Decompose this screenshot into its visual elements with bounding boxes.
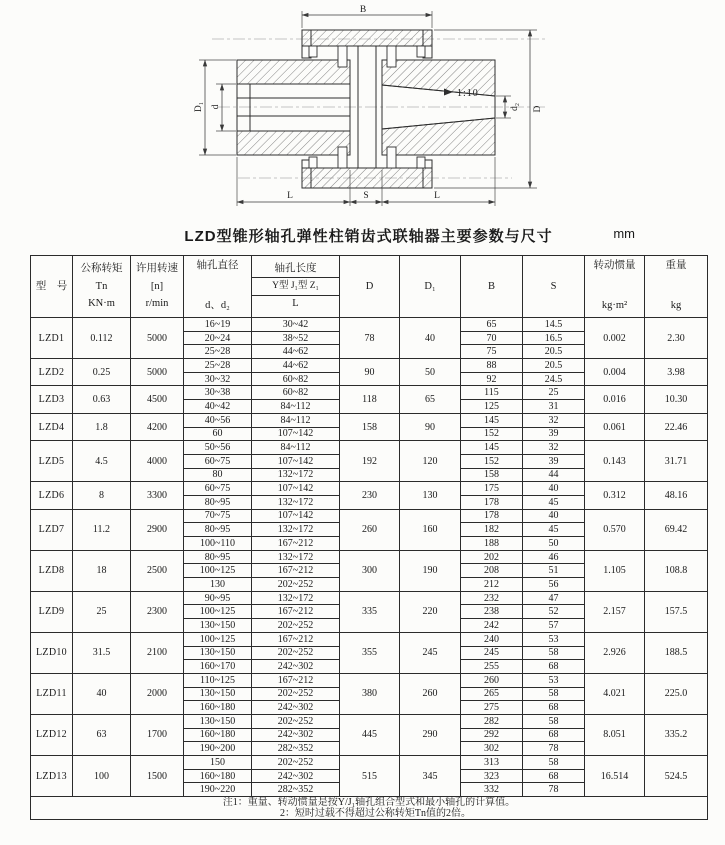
- cell-torque: 18: [73, 550, 131, 591]
- cell-D: 230: [340, 482, 400, 509]
- cell-inertia: 8.051: [585, 714, 645, 755]
- table-row: [31, 673, 708, 687]
- dim-label-D: D: [533, 105, 543, 113]
- dim-label-S: S: [363, 191, 369, 201]
- cell-bore-length: 132~172: [252, 468, 340, 482]
- cell-inertia: 4.021: [585, 673, 645, 714]
- cell-B: 313: [461, 756, 523, 770]
- cell-bore-diameter: 130: [184, 578, 252, 592]
- cell-bore-diameter: 70~75: [184, 509, 252, 523]
- torque-header-line: KN·m: [88, 298, 115, 310]
- cell-bore-diameter: 60~75: [184, 454, 252, 468]
- col-header-bore-len: [252, 256, 340, 318]
- cell-D1: 40: [400, 318, 461, 359]
- cell-B: 260: [461, 673, 523, 687]
- col-header-D: D: [340, 256, 400, 318]
- cell-D1: 90: [400, 413, 461, 440]
- cell-D1: 290: [400, 714, 461, 755]
- cell-speed: 5000: [131, 359, 184, 386]
- dim-label-D1: D₁: [194, 101, 204, 113]
- cell-B: 158: [461, 468, 523, 482]
- cell-B: 240: [461, 632, 523, 646]
- cell-D: 78: [340, 318, 400, 359]
- cell-inertia: 0.061: [585, 413, 645, 440]
- cell-model: LZD5: [31, 441, 73, 482]
- cell-bore-length: 132~172: [252, 523, 340, 537]
- cell-B: 178: [461, 509, 523, 523]
- note-1: 注1：重量、转动惯量是按Y/J₁轴孔组合型式和最小轴孔的计算值。: [222, 797, 516, 809]
- cell-bore-length: 60~82: [252, 386, 340, 400]
- cell-bore-diameter: 160~180: [184, 769, 252, 783]
- cell-D: 355: [340, 632, 400, 673]
- cell-D: 335: [340, 591, 400, 632]
- cell-inertia: 16.514: [585, 756, 645, 797]
- cell-inertia: 0.143: [585, 441, 645, 482]
- cell-B: 208: [461, 564, 523, 578]
- cell-bore-length: 282~352: [252, 783, 340, 797]
- cell-B: 88: [461, 359, 523, 373]
- cell-S: 47: [523, 591, 585, 605]
- cell-S: 68: [523, 769, 585, 783]
- cell-bore-length: 84~112: [252, 413, 340, 427]
- cell-bore-diameter: 30~32: [184, 372, 252, 386]
- cell-bore-length: 84~112: [252, 441, 340, 455]
- bore-len-header-line: 轴孔长度: [274, 263, 317, 275]
- cell-bore-length: 107~142: [252, 427, 340, 441]
- cell-model: LZD8: [31, 550, 73, 591]
- cell-torque: 40: [73, 673, 131, 714]
- cell-model: LZD3: [31, 386, 73, 413]
- cell-S: 56: [523, 578, 585, 592]
- cell-torque: 11.2: [73, 509, 131, 550]
- cell-bore-diameter: 60: [184, 427, 252, 441]
- cell-bore-diameter: 40~56: [184, 413, 252, 427]
- cell-D1: 260: [400, 673, 461, 714]
- cell-bore-diameter: 80: [184, 468, 252, 482]
- cell-weight: 10.30: [645, 386, 708, 413]
- cell-model: LZD11: [31, 673, 73, 714]
- cell-model: LZD1: [31, 318, 73, 359]
- inertia-header-line: 转动惯量: [593, 260, 636, 271]
- cell-S: 44: [523, 468, 585, 482]
- cell-bore-length: 167~212: [252, 673, 340, 687]
- cell-bore-length: 107~142: [252, 509, 340, 523]
- cell-speed: 2000: [131, 673, 184, 714]
- cell-bore-length: 132~172: [252, 495, 340, 509]
- cell-weight: 225.0: [645, 673, 708, 714]
- cell-S: 25: [523, 386, 585, 400]
- cell-B: 145: [461, 441, 523, 455]
- cell-inertia: 0.570: [585, 509, 645, 550]
- hatched-sections: [237, 30, 495, 188]
- notes-row: [31, 797, 708, 820]
- parameters-table: [30, 255, 708, 820]
- cell-model: LZD2: [31, 359, 73, 386]
- col-header-B: B: [461, 256, 523, 318]
- cell-B: 65: [461, 318, 523, 332]
- cell-torque: 25: [73, 591, 131, 632]
- page-title: LZD型锥形轴孔弹性柱销齿式联轴器主要参数与尺寸: [184, 227, 553, 245]
- cell-B: 145: [461, 413, 523, 427]
- cell-S: 58: [523, 687, 585, 701]
- cell-weight: 48.16: [645, 482, 708, 509]
- dim-label-L-right: L: [434, 191, 440, 201]
- table-row: [31, 441, 708, 455]
- col-header-speed: [131, 256, 184, 318]
- col-header-weight: [645, 256, 708, 318]
- cell-S: 46: [523, 550, 585, 564]
- cell-bore-length: 44~62: [252, 359, 340, 373]
- cell-bore-length: 202~252: [252, 714, 340, 728]
- weight-header-line: kg: [670, 300, 682, 312]
- cell-bore-length: 242~302: [252, 769, 340, 783]
- cell-D: 300: [340, 550, 400, 591]
- cell-bore-diameter: 160~180: [184, 701, 252, 715]
- cell-S: 20.5: [523, 359, 585, 373]
- cell-weight: 2.30: [645, 318, 708, 359]
- cell-bore-diameter: 100~125: [184, 632, 252, 646]
- cell-bore-diameter: 130~150: [184, 646, 252, 660]
- cell-weight: 22.46: [645, 413, 708, 440]
- cell-bore-diameter: 50~56: [184, 441, 252, 455]
- table-row: [31, 714, 708, 728]
- cell-S: 40: [523, 482, 585, 496]
- cell-S: 68: [523, 701, 585, 715]
- cell-speed: 4500: [131, 386, 184, 413]
- cell-B: 238: [461, 605, 523, 619]
- cell-B: 178: [461, 495, 523, 509]
- table-row: [31, 413, 708, 427]
- cell-S: 58: [523, 714, 585, 728]
- cell-S: 51: [523, 564, 585, 578]
- col-header-S: S: [523, 256, 585, 318]
- cell-bore-diameter: 130~150: [184, 687, 252, 701]
- cell-weight: 69.42: [645, 509, 708, 550]
- cell-D: 380: [340, 673, 400, 714]
- cell-S: 32: [523, 413, 585, 427]
- table-footer: [31, 797, 708, 820]
- cell-D1: 65: [400, 386, 461, 413]
- cell-S: 45: [523, 495, 585, 509]
- cell-S: 78: [523, 783, 585, 797]
- cell-B: 302: [461, 742, 523, 756]
- cell-weight: 157.5: [645, 591, 708, 632]
- cell-speed: 1500: [131, 756, 184, 797]
- cell-D: 118: [340, 386, 400, 413]
- dim-label-B: B: [359, 5, 367, 15]
- table-row: [31, 318, 708, 332]
- bore-len-header-line: Y型 J₁型 Z₁: [252, 277, 339, 296]
- cell-bore-length: 242~302: [252, 660, 340, 674]
- cell-speed: 4000: [131, 441, 184, 482]
- cell-S: 68: [523, 728, 585, 742]
- cell-bore-diameter: 150: [184, 756, 252, 770]
- unit-label: mm: [613, 226, 635, 241]
- cell-D1: 160: [400, 509, 461, 550]
- table-header: [31, 256, 708, 318]
- cell-B: 92: [461, 372, 523, 386]
- cell-torque: 4.5: [73, 441, 131, 482]
- cell-bore-diameter: 80~95: [184, 523, 252, 537]
- cell-speed: 3300: [131, 482, 184, 509]
- cell-bore-length: 242~302: [252, 701, 340, 715]
- cell-S: 16.5: [523, 331, 585, 345]
- cell-torque: 1.8: [73, 413, 131, 440]
- drawing-area: [0, 0, 725, 215]
- cell-S: 45: [523, 523, 585, 537]
- cell-bore-length: 167~212: [252, 605, 340, 619]
- table-row: [31, 591, 708, 605]
- bore-len-header-line: L: [292, 298, 299, 310]
- cell-bore-diameter: 100~125: [184, 564, 252, 578]
- cell-weight: 31.71: [645, 441, 708, 482]
- cell-inertia: 0.016: [585, 386, 645, 413]
- cell-inertia: 0.312: [585, 482, 645, 509]
- title-row: [30, 215, 707, 255]
- cell-torque: 8: [73, 482, 131, 509]
- cell-S: 39: [523, 454, 585, 468]
- table-row: [31, 509, 708, 523]
- cell-bore-diameter: 20~24: [184, 331, 252, 345]
- cell-S: 14.5: [523, 318, 585, 332]
- cell-bore-length: 30~42: [252, 318, 340, 332]
- cell-B: 323: [461, 769, 523, 783]
- cell-model: LZD10: [31, 632, 73, 673]
- cell-bore-length: 202~252: [252, 756, 340, 770]
- cell-B: 188: [461, 537, 523, 551]
- cell-inertia: 2.926: [585, 632, 645, 673]
- cell-model: LZD9: [31, 591, 73, 632]
- cell-B: 125: [461, 400, 523, 414]
- cell-bore-diameter: 16~19: [184, 318, 252, 332]
- cell-bore-length: 167~212: [252, 632, 340, 646]
- coupling-section-drawing: [0, 0, 725, 215]
- cell-B: 152: [461, 454, 523, 468]
- cell-model: LZD6: [31, 482, 73, 509]
- speed-header-line: r/min: [145, 298, 169, 310]
- cell-weight: 188.5: [645, 632, 708, 673]
- cell-D1: 130: [400, 482, 461, 509]
- cell-bore-diameter: 80~95: [184, 495, 252, 509]
- cell-B: 275: [461, 701, 523, 715]
- cell-bore-length: 107~142: [252, 482, 340, 496]
- table-row: [31, 359, 708, 373]
- cell-bore-length: 132~172: [252, 591, 340, 605]
- cell-inertia: 2.157: [585, 591, 645, 632]
- cell-bore-length: 44~62: [252, 345, 340, 359]
- cell-B: 70: [461, 331, 523, 345]
- cell-S: 50: [523, 537, 585, 551]
- cell-D1: 345: [400, 756, 461, 797]
- col-header-model: 型 号: [31, 256, 73, 318]
- header-row: [31, 256, 708, 318]
- table-row: [31, 550, 708, 564]
- cell-bore-diameter: 30~38: [184, 386, 252, 400]
- cell-bore-diameter: 25~28: [184, 345, 252, 359]
- taper-label: 1:10: [457, 88, 479, 99]
- cell-bore-diameter: 190~200: [184, 742, 252, 756]
- cell-S: 20.5: [523, 345, 585, 359]
- cell-bore-diameter: 110~125: [184, 673, 252, 687]
- cell-bore-diameter: 100~110: [184, 537, 252, 551]
- cell-S: 78: [523, 742, 585, 756]
- cell-speed: 2300: [131, 591, 184, 632]
- cell-bore-diameter: 190~220: [184, 783, 252, 797]
- cell-D: 192: [340, 441, 400, 482]
- cell-S: 40: [523, 509, 585, 523]
- cell-D1: 190: [400, 550, 461, 591]
- cell-bore-diameter: 130~150: [184, 714, 252, 728]
- cell-bore-length: 202~252: [252, 619, 340, 633]
- cell-D: 445: [340, 714, 400, 755]
- cell-bore-length: 167~212: [252, 564, 340, 578]
- cell-S: 32: [523, 441, 585, 455]
- col-header-D1: D₁: [400, 256, 461, 318]
- cell-speed: 2900: [131, 509, 184, 550]
- cell-bore-diameter: 160~170: [184, 660, 252, 674]
- cell-B: 232: [461, 591, 523, 605]
- table-row: [31, 756, 708, 770]
- cell-B: 265: [461, 687, 523, 701]
- table-row: [31, 386, 708, 400]
- cell-D: 158: [340, 413, 400, 440]
- cell-weight: 108.8: [645, 550, 708, 591]
- col-header-torque: [73, 256, 131, 318]
- cell-bore-diameter: 160~180: [184, 728, 252, 742]
- cell-bore-diameter: 100~125: [184, 605, 252, 619]
- cell-inertia: 0.002: [585, 318, 645, 359]
- cell-bore-length: 132~172: [252, 550, 340, 564]
- table-row: [31, 632, 708, 646]
- cell-bore-length: 282~352: [252, 742, 340, 756]
- speed-header-line: 许用转速: [136, 263, 178, 275]
- cell-torque: 31.5: [73, 632, 131, 673]
- cell-bore-diameter: 40~42: [184, 400, 252, 414]
- cell-bore-diameter: 90~95: [184, 591, 252, 605]
- cell-D: 90: [340, 359, 400, 386]
- cell-B: 212: [461, 578, 523, 592]
- cell-B: 75: [461, 345, 523, 359]
- bore-dia-header-line: 轴孔直径: [196, 260, 239, 271]
- cell-S: 52: [523, 605, 585, 619]
- weight-header-line: 重量: [665, 260, 687, 271]
- torque-header-line: 公称转矩: [80, 263, 123, 275]
- cell-bore-length: 107~142: [252, 454, 340, 468]
- cell-B: 245: [461, 646, 523, 660]
- table-row: [31, 482, 708, 496]
- cell-inertia: 0.004: [585, 359, 645, 386]
- cell-D1: 120: [400, 441, 461, 482]
- part-outlines: [237, 30, 495, 188]
- cell-S: 58: [523, 646, 585, 660]
- cell-model: LZD7: [31, 509, 73, 550]
- col-header-inertia: [585, 256, 645, 318]
- cell-bore-diameter: 80~95: [184, 550, 252, 564]
- cell-B: 152: [461, 427, 523, 441]
- cell-model: LZD4: [31, 413, 73, 440]
- cell-S: 58: [523, 756, 585, 770]
- speed-header-line: [n]: [150, 280, 164, 292]
- cell-model: LZD12: [31, 714, 73, 755]
- cell-B: 202: [461, 550, 523, 564]
- cell-bore-length: 60~82: [252, 372, 340, 386]
- cell-torque: 0.63: [73, 386, 131, 413]
- cell-S: 39: [523, 427, 585, 441]
- cell-bore-diameter: 25~28: [184, 359, 252, 373]
- cell-weight: 335.2: [645, 714, 708, 755]
- cell-D1: 245: [400, 632, 461, 673]
- cell-speed: 2100: [131, 632, 184, 673]
- cell-D1: 50: [400, 359, 461, 386]
- cell-B: 282: [461, 714, 523, 728]
- cell-bore-length: 242~302: [252, 728, 340, 742]
- cell-B: 332: [461, 783, 523, 797]
- cell-bore-length: 202~252: [252, 687, 340, 701]
- dim-label-L-left: L: [287, 191, 293, 201]
- cell-inertia: 1.105: [585, 550, 645, 591]
- note-2: 2：短时过载不得超过公称转矩Tn值的2倍。: [279, 808, 472, 820]
- cell-S: 24.5: [523, 372, 585, 386]
- cell-B: 292: [461, 728, 523, 742]
- dim-label-d2: d₂: [510, 102, 520, 112]
- notes-cell: [31, 797, 708, 820]
- cell-speed: 5000: [131, 318, 184, 359]
- cell-torque: 0.25: [73, 359, 131, 386]
- cell-B: 255: [461, 660, 523, 674]
- cell-S: 68: [523, 660, 585, 674]
- bore-dia-header-line: d、d₂: [205, 300, 230, 312]
- cell-S: 53: [523, 673, 585, 687]
- cell-S: 57: [523, 619, 585, 633]
- cell-bore-length: 84~112: [252, 400, 340, 414]
- dim-label-d: d: [211, 104, 221, 110]
- col-header-bore-dia: [184, 256, 252, 318]
- cell-D: 260: [340, 509, 400, 550]
- inertia-header-line: kg·m²: [601, 300, 628, 312]
- cell-S: 53: [523, 632, 585, 646]
- cell-bore-length: 38~52: [252, 331, 340, 345]
- cell-bore-length: 202~252: [252, 646, 340, 660]
- cell-bore-diameter: 130~150: [184, 619, 252, 633]
- cell-speed: 1700: [131, 714, 184, 755]
- cell-S: 31: [523, 400, 585, 414]
- table-body: [31, 318, 708, 797]
- cell-torque: 63: [73, 714, 131, 755]
- cell-torque: 0.112: [73, 318, 131, 359]
- torque-header-line: Tn: [95, 280, 108, 292]
- cell-bore-length: 167~212: [252, 537, 340, 551]
- cell-weight: 3.98: [645, 359, 708, 386]
- cell-model: LZD13: [31, 756, 73, 797]
- cell-B: 175: [461, 482, 523, 496]
- cell-B: 182: [461, 523, 523, 537]
- cell-bore-diameter: 60~75: [184, 482, 252, 496]
- cell-torque: 100: [73, 756, 131, 797]
- cell-D: 515: [340, 756, 400, 797]
- cell-B: 115: [461, 386, 523, 400]
- cell-weight: 524.5: [645, 756, 708, 797]
- cell-bore-length: 202~252: [252, 578, 340, 592]
- cell-speed: 2500: [131, 550, 184, 591]
- cell-B: 242: [461, 619, 523, 633]
- cell-speed: 4200: [131, 413, 184, 440]
- cell-D1: 220: [400, 591, 461, 632]
